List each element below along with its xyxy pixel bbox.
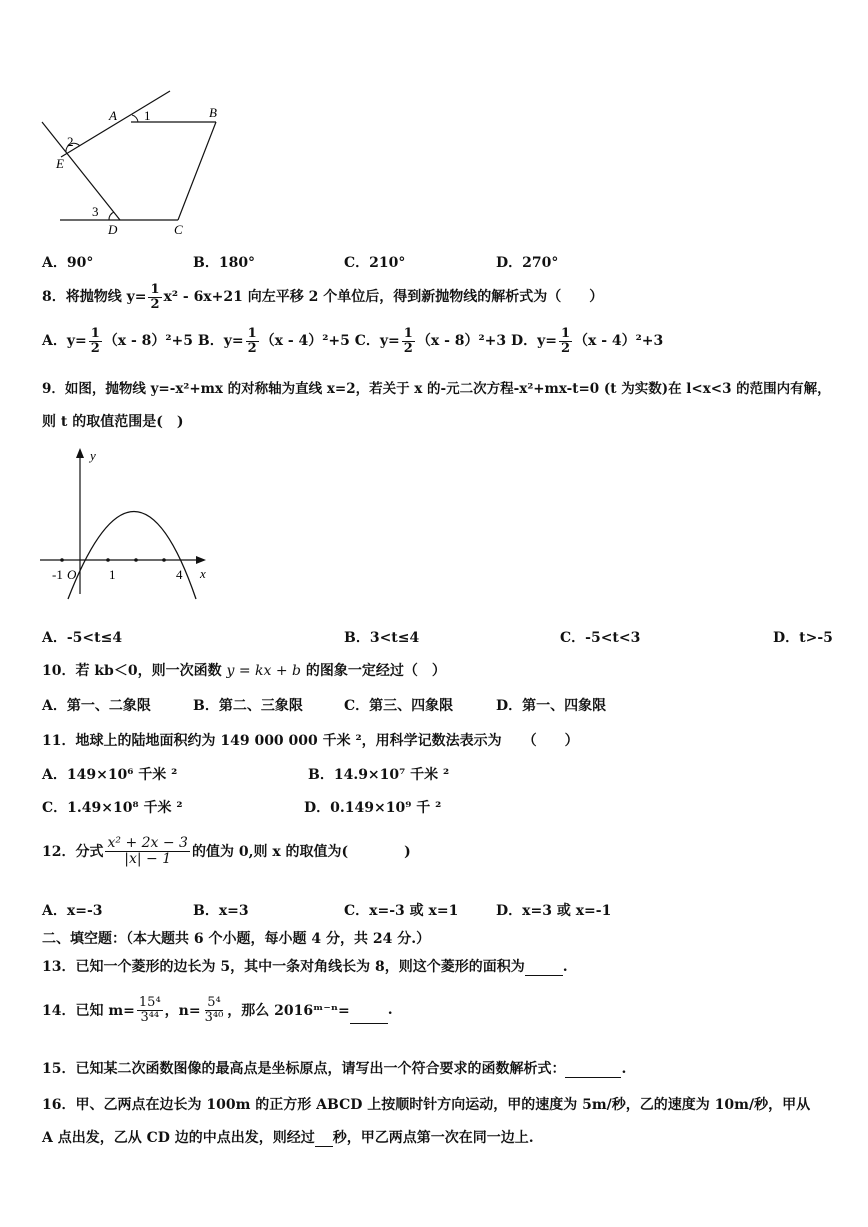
q9-option-a: A．-5<t≤4 bbox=[42, 630, 123, 646]
label-angle-1: 1 bbox=[144, 108, 151, 123]
y-axis-label: y bbox=[90, 448, 96, 463]
parabola-figure bbox=[38, 444, 218, 604]
q12-stem: 12．分式 $\frac{\text{x² + 2x − 3}}{|x| - 1}$ 的值为 0,则 x 的取值为( ) bbox=[42, 835, 411, 867]
q8-stem-post: x² - 6x+21 向左平移 2 个单位后，得到新抛物线的解析式为（ ） bbox=[163, 289, 604, 306]
q7-option-c: C．210° bbox=[344, 255, 406, 271]
q7-option-d: D．270° bbox=[496, 255, 559, 271]
q14-n-fraction: $\frac{\text{5⁴}}{\text{3⁴⁰}}$ bbox=[204, 995, 224, 1025]
q8-stem-pre: 8．将抛物线 y= bbox=[42, 289, 147, 306]
q12-option-c: C．x=-3 或 x=1 bbox=[344, 903, 459, 919]
label-a: A bbox=[109, 108, 117, 123]
q15-blank[interactable] bbox=[565, 1063, 621, 1078]
q10-stem: 10．若 kb＜0，则一次函数 y = kx + b 的图象一定经过（ ） bbox=[42, 663, 446, 679]
q14-blank[interactable] bbox=[350, 1009, 388, 1024]
q13-blank[interactable] bbox=[525, 961, 563, 976]
label-d: D bbox=[108, 222, 118, 237]
q16-line2: A 点出发，乙从 CD 边的中点出发，则经过 秒，甲乙两点第一次在同一边上. bbox=[42, 1130, 534, 1146]
origin-label: O bbox=[67, 567, 77, 582]
q11-option-a: A．149×10⁶ 千米 ² bbox=[42, 767, 178, 783]
tick-4: 4 bbox=[176, 567, 183, 582]
q10-option-d: D．第一、四象限 bbox=[496, 698, 607, 714]
q13-stem: 13．已知一个菱形的边长为 5，其中一条对角线长为 8，则这个菱形的面积为 . bbox=[42, 959, 568, 975]
q7-option-b: B．180° bbox=[193, 255, 256, 271]
q15-stem: 15．已知某二次函数图像的最高点是坐标原点，请写出一个符合要求的函数解析式： . bbox=[42, 1061, 627, 1077]
q9-stem-line1: 9．如图，抛物线 y=-x²+mx 的对称轴为直线 x=2，若关于 x 的-元二次方程-x²+mx-t=0 (t 为实数)在 l<x<3 的范围内有解， bbox=[42, 381, 831, 397]
label-b: B bbox=[209, 105, 217, 120]
q11-option-d: D．0.149×10⁹ 千 ² bbox=[304, 800, 442, 816]
label-angle-3: 3 bbox=[92, 204, 99, 219]
q11-option-b: B．14.9×10⁷ 千米 ² bbox=[308, 767, 450, 783]
q14-m-fraction: $\frac{\text{15⁴}}{\text{3⁴⁴}}$ bbox=[138, 995, 161, 1025]
label-c: C bbox=[174, 222, 183, 237]
q10-option-a: A．第一、二象限 bbox=[42, 698, 151, 714]
q11-option-c: C．1.49×10⁸ 千米 ² bbox=[42, 800, 183, 816]
q10-option-c: C．第三、四象限 bbox=[344, 698, 454, 714]
q10-option-b: B．第二、三象限 bbox=[193, 698, 303, 714]
q16-line1: 16．甲、乙两点在边长为 100m 的正方形 ABCD 上按顺时针方向运动，甲的速度为 5m/秒，乙的速度为 10m/秒，甲从 bbox=[42, 1097, 811, 1113]
q12-option-d: D．x=3 或 x=-1 bbox=[496, 903, 612, 919]
label-angle-2: 2 bbox=[67, 134, 74, 149]
q7-option-a: A．90° bbox=[42, 255, 94, 271]
q9-option-d: D．t>-5 bbox=[773, 630, 833, 646]
q16-blank[interactable] bbox=[315, 1132, 333, 1147]
q9-option-c: C．-5<t<3 bbox=[560, 630, 641, 646]
q8-options: A．y= $\frac{1}{2}$ （x - 8）²+5 B．y= $\frac{1}{2}$ （x - 4）²+5 C．y= $\frac{1}{2}$ （x - 8）²+3 D．y= $\frac{1}{2}$ （x - 4）²+3 bbox=[42, 326, 664, 356]
geometry-figure bbox=[36, 88, 236, 238]
q14-stem: 14．已知 m= $\frac{\text{15⁴}}{\text{3⁴⁴}}$ ，n= $\frac{\text{5⁴}}{\text{3⁴⁰}}$ ，那么 2016ᵐ⁻ⁿ= . bbox=[42, 995, 393, 1025]
q12-option-b: B．x=3 bbox=[193, 903, 249, 919]
x-axis-label: x bbox=[200, 566, 206, 581]
q12-option-a: A．x=-3 bbox=[42, 903, 103, 919]
q9-option-b: B．3<t≤4 bbox=[344, 630, 420, 646]
label-e: E bbox=[56, 156, 64, 171]
q8-stem bbox=[42, 283, 603, 311]
section-heading: 二、填空题：（本大题共 6 个小题，每小题 4 分，共 24 分.） bbox=[42, 931, 431, 947]
q11-stem: 11．地球上的陆地面积约为 149 000 000 千米 ²，用科学记数法表示为 （ ） bbox=[42, 733, 579, 749]
q12-fraction: $\frac{\text{x² + 2x − 3}}{|x| - 1}$ bbox=[107, 835, 188, 867]
tick-neg1: -1 bbox=[52, 567, 63, 582]
q8-fraction: $\frac{1}{2}$ bbox=[150, 282, 160, 312]
tick-1: 1 bbox=[109, 567, 116, 582]
q9-stem-line2: 则 t 的取值范围是( ) bbox=[42, 414, 184, 430]
q10-formula: y = kx + b bbox=[226, 663, 301, 679]
